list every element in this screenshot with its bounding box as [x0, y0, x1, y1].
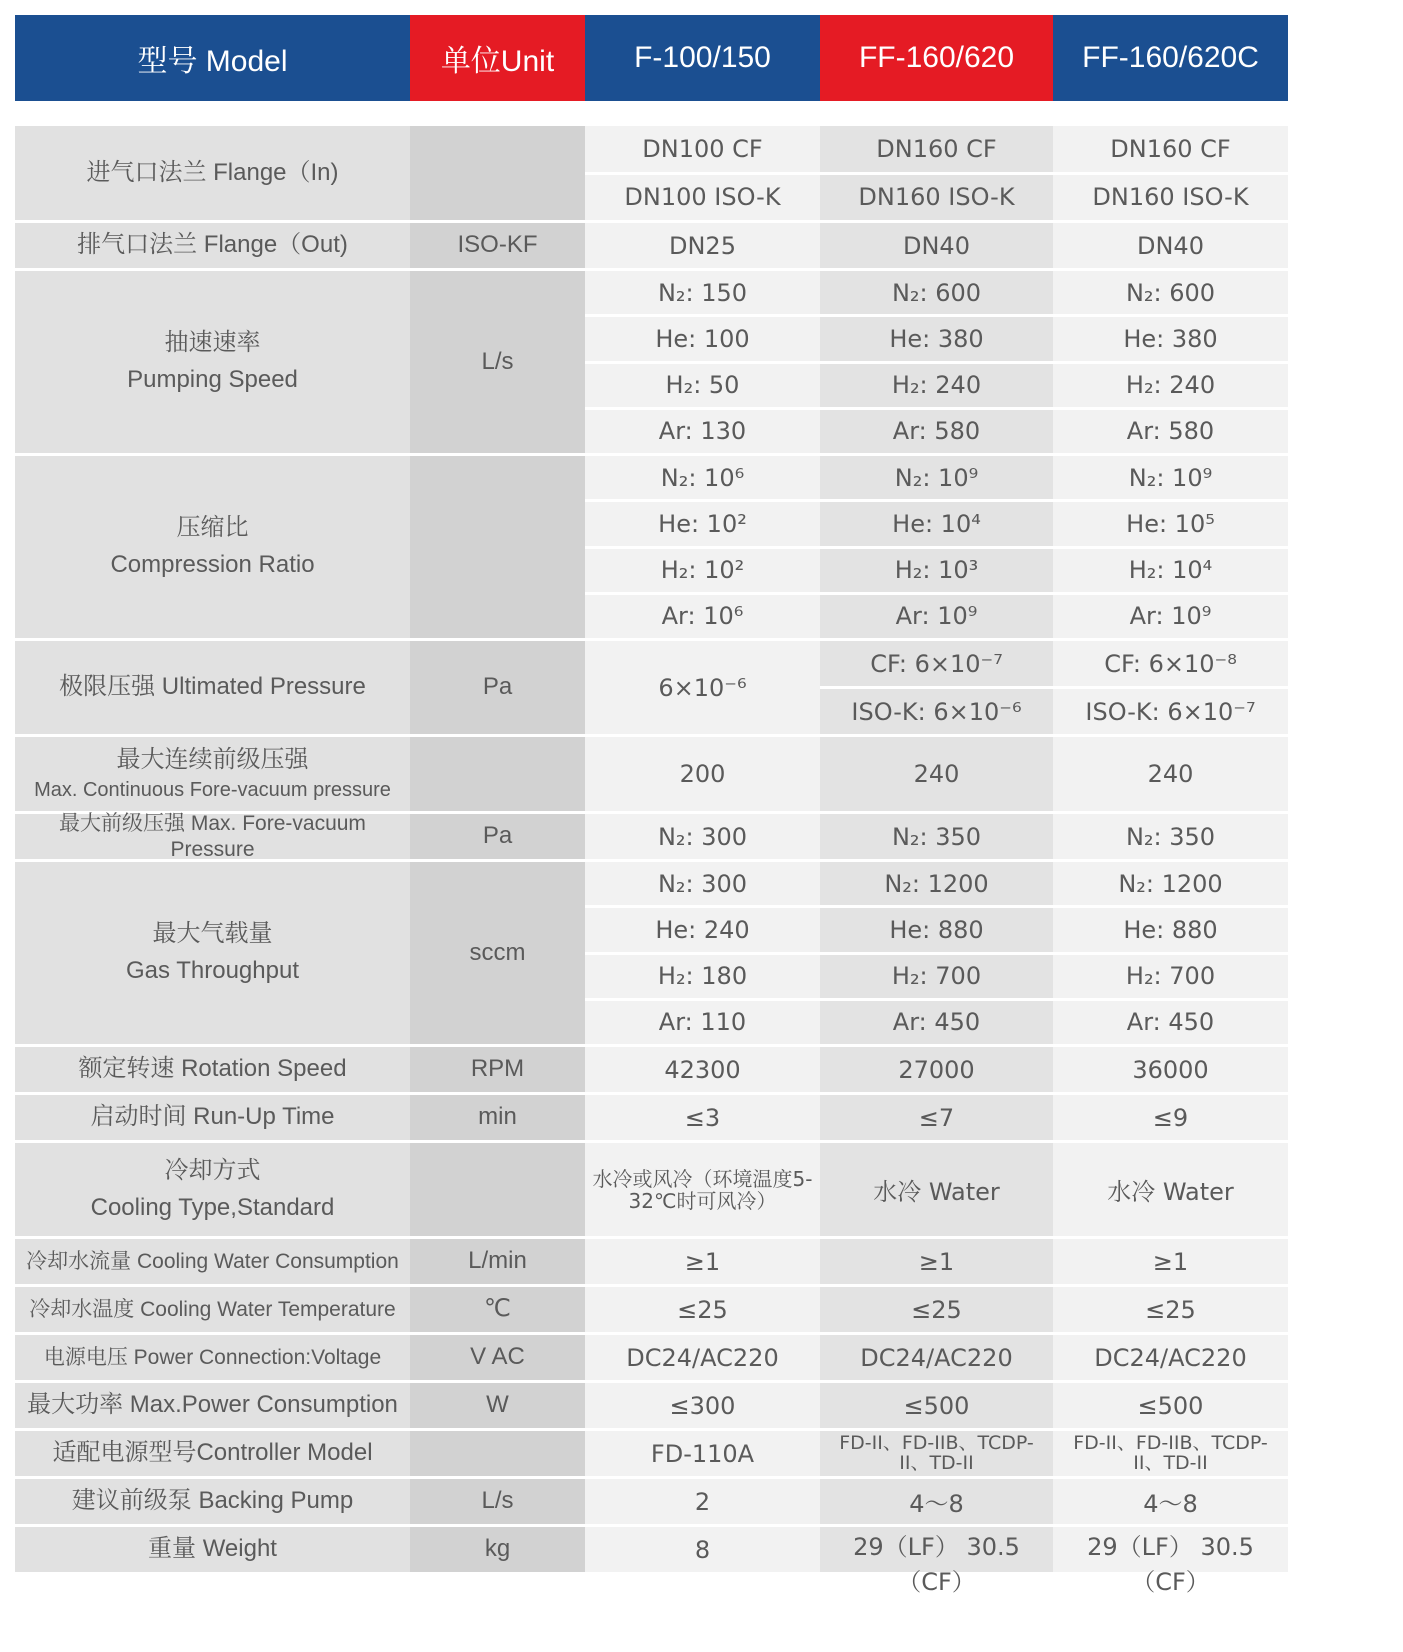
value-entry: He: 10²: [585, 499, 820, 545]
value-entry: N₂: 10⁶: [660, 463, 745, 492]
value-entry: DC24/AC220: [860, 1343, 1013, 1372]
row-label-primary: 最大前级压强 Max. Fore-vacuum Pressure: [59, 812, 366, 861]
row-unit: [410, 1431, 585, 1476]
row-label: [15, 1287, 410, 1332]
value-entry: FD-II、FD-IIB、TCDP-II、TD-II: [839, 1431, 1034, 1474]
value-entry: Ar: 580: [1053, 407, 1288, 453]
table-row: [15, 1239, 1355, 1287]
value-cell-b: [820, 1287, 1053, 1332]
table-row: [15, 862, 1355, 1047]
row-label-primary: 冷却水流量 Cooling Water Consumption: [26, 1249, 399, 1273]
row-label-primary: 压缩比: [176, 514, 249, 542]
row-label: [15, 456, 410, 638]
row-label: [15, 1431, 410, 1476]
row-label-primary: 冷却方式: [164, 1156, 261, 1184]
value-cell-a: [585, 862, 820, 1044]
value-entry: H₂: 700: [820, 952, 1053, 998]
value-entry: 2: [694, 1487, 711, 1516]
value-entry: CF: 6×10⁻⁷: [870, 649, 1003, 678]
value-cell-c: [1053, 1143, 1288, 1236]
value-entry: H₂: 10³: [820, 546, 1053, 592]
value-entry: Ar: 450: [820, 998, 1053, 1044]
value-entry: 4～8: [1143, 1490, 1198, 1518]
table-row: [15, 1143, 1355, 1239]
value-cell-a: [585, 456, 820, 638]
value-cell-c: [1053, 1239, 1288, 1284]
value-cell-b: [820, 1143, 1053, 1236]
value-entry: DN100 ISO-K: [585, 172, 820, 221]
value-cell-c: [1053, 271, 1288, 453]
row-label-primary: 启动时间 Run-Up Time: [90, 1103, 335, 1131]
value-cell-a: [585, 641, 820, 734]
value-entry: 27000: [898, 1055, 975, 1084]
value-cell-b: [820, 862, 1053, 1044]
table-row: [15, 1527, 1355, 1596]
value-cell-a: [585, 1287, 820, 1332]
value-entry: ≥1: [684, 1247, 721, 1276]
row-label: [15, 1143, 410, 1236]
value-cell-b: [820, 126, 1053, 220]
value-cell-b: [820, 814, 1053, 859]
table-row: [15, 1047, 1355, 1095]
row-label: [15, 1335, 410, 1380]
value-entry: N₂: 350: [891, 822, 982, 851]
value-cell-b: [820, 1479, 1053, 1524]
value-entry: FD-110A: [650, 1439, 755, 1468]
row-unit: ℃: [410, 1287, 585, 1332]
value-entry: 200: [679, 760, 726, 788]
value-entry: ≤25: [911, 1295, 962, 1324]
table-row: [15, 1383, 1355, 1431]
value-cell-a: [585, 1383, 820, 1428]
value-entry: 36000: [1132, 1055, 1209, 1084]
row-unit: [410, 737, 585, 811]
value-cell-a: [585, 1527, 820, 1572]
table-row: [15, 814, 1355, 862]
value-cell-a: [585, 223, 820, 268]
row-label: [15, 1479, 410, 1524]
row-label-primary: 排气口法兰 Flange（Out): [77, 231, 348, 259]
value-entry: He: 380: [1053, 314, 1288, 360]
row-label: [15, 126, 410, 220]
value-entry: N₂: 300: [657, 822, 748, 851]
value-cell-b: [820, 271, 1053, 453]
row-unit: L/s: [410, 1479, 585, 1524]
table-row: [15, 223, 1355, 271]
value-entry: H₂: 180: [585, 952, 820, 998]
value-entry: ISO-K: 6×10⁻⁷: [1053, 686, 1288, 734]
header-col2: FF-160/620: [820, 15, 1053, 101]
value-cell-c: [1053, 1287, 1288, 1332]
value-entry: He: 10⁵: [1053, 499, 1288, 545]
value-cell-a: [585, 814, 820, 859]
value-entry: H₂: 700: [1053, 952, 1288, 998]
value-entry: 29（LF） 30.5（CF）: [853, 1533, 1020, 1596]
value-cell-a: [585, 1143, 820, 1236]
row-label: [15, 641, 410, 734]
value-entry: N₂: 150: [657, 278, 748, 307]
row-unit: RPM: [410, 1047, 585, 1092]
value-entry: H₂: 10²: [585, 546, 820, 592]
row-label: [15, 1527, 410, 1572]
header-col3: FF-160/620C: [1053, 15, 1288, 101]
table-row: [15, 126, 1355, 223]
row-label-primary: 建议前级泵 Backing Pump: [71, 1487, 354, 1515]
table-row: [15, 737, 1355, 814]
table-row: [15, 1431, 1355, 1479]
value-entry: 水冷或风冷（环境温度5-32℃时可风冷）: [592, 1166, 813, 1213]
value-cell-c: [1053, 641, 1288, 734]
value-cell-c: [1053, 814, 1288, 859]
row-unit: V AC: [410, 1335, 585, 1380]
value-entry: DN160 ISO-K: [820, 172, 1053, 221]
value-entry: DN160 CF: [1110, 134, 1231, 163]
value-entry: Ar: 10⁹: [1053, 592, 1288, 638]
value-entry: 4～8: [909, 1490, 964, 1518]
header-unit: 单位Unit: [410, 15, 585, 101]
value-cell-a: [585, 1095, 820, 1140]
row-unit: [410, 1143, 585, 1236]
value-entry: 240: [1147, 760, 1194, 788]
row-label: [15, 1239, 410, 1284]
value-entry: FD-II、FD-IIB、TCDP-II、TD-II: [1073, 1431, 1268, 1474]
value-entry: Ar: 10⁹: [820, 592, 1053, 638]
row-label: [15, 1047, 410, 1092]
row-label-primary: 进气口法兰 Flange（In): [86, 158, 339, 186]
value-cell-b: [820, 1335, 1053, 1380]
row-label-primary: 重量 Weight: [148, 1535, 277, 1563]
value-cell-c: [1053, 1431, 1288, 1476]
row-label: [15, 814, 410, 859]
row-label-primary: 最大连续前级压强: [116, 745, 309, 773]
row-label-primary: 电源电压 Power Connection:Voltage: [43, 1345, 382, 1369]
value-cell-c: [1053, 1047, 1288, 1092]
value-entry: ≤25: [677, 1295, 728, 1324]
row-unit: kg: [410, 1527, 585, 1572]
value-entry: 水冷 Water: [1107, 1178, 1234, 1206]
row-label: [15, 1095, 410, 1140]
value-entry: 6×10⁻⁶: [658, 673, 747, 702]
value-entry: DN160 ISO-K: [1053, 172, 1288, 221]
value-entry: CF: 6×10⁻⁸: [1104, 649, 1237, 678]
value-entry: He: 100: [585, 314, 820, 360]
value-entry: 240: [913, 760, 960, 788]
value-cell-c: [1053, 1479, 1288, 1524]
value-entry: He: 10⁴: [820, 499, 1053, 545]
value-entry: He: 880: [820, 905, 1053, 951]
value-entry: ≤7: [918, 1103, 955, 1132]
value-cell-a: [585, 271, 820, 453]
value-cell-a: [585, 1431, 820, 1476]
value-cell-a: [585, 1479, 820, 1524]
value-cell-b: [820, 1047, 1053, 1092]
value-entry: ≤300: [669, 1391, 736, 1420]
row-label-primary: 冷却水温度 Cooling Water Temperature: [29, 1297, 396, 1321]
row-unit: Pa: [410, 814, 585, 859]
value-entry: N₂: 10⁹: [894, 463, 979, 492]
value-cell-a: [585, 1239, 820, 1284]
value-cell-b: [820, 641, 1053, 734]
value-cell-c: [1053, 1095, 1288, 1140]
value-entry: ≤25: [1145, 1295, 1196, 1324]
value-entry: N₂: 600: [891, 278, 982, 307]
value-entry: DC24/AC220: [1094, 1343, 1247, 1372]
value-entry: N₂: 1200: [1118, 869, 1223, 898]
row-label-primary: 极限压强 Ultimated Pressure: [59, 673, 366, 701]
value-entry: DN25: [669, 231, 736, 260]
row-label-primary: 适配电源型号Controller Model: [52, 1439, 373, 1467]
value-cell-c: [1053, 126, 1288, 220]
value-entry: 水冷 Water: [873, 1178, 1000, 1206]
value-entry: ISO-K: 6×10⁻⁶: [820, 686, 1053, 734]
value-entry: Ar: 130: [585, 407, 820, 453]
value-entry: H₂: 10⁴: [1053, 546, 1288, 592]
row-unit: sccm: [410, 862, 585, 1044]
table-row: [15, 641, 1355, 737]
value-cell-c: [1053, 1335, 1288, 1380]
row-unit: W: [410, 1383, 585, 1428]
table-row: [15, 1479, 1355, 1527]
table-row: [15, 1095, 1355, 1143]
row-label-secondary: Gas Throughput: [125, 957, 299, 984]
value-entry: H₂: 240: [1053, 361, 1288, 407]
value-cell-b: [820, 737, 1053, 811]
value-cell-c: [1053, 223, 1288, 268]
value-cell-b: [820, 456, 1053, 638]
value-entry: ≤9: [1152, 1103, 1189, 1132]
table-row: [15, 271, 1355, 456]
row-unit: L/s: [410, 271, 585, 453]
row-label: [15, 737, 410, 811]
row-unit: ISO-KF: [410, 223, 585, 268]
value-cell-a: [585, 1047, 820, 1092]
value-cell-b: [820, 1383, 1053, 1428]
row-label-primary: 抽速速率: [164, 329, 261, 357]
value-entry: N₂: 300: [657, 869, 748, 898]
value-entry: DN160 CF: [876, 134, 997, 163]
value-entry: N₂: 600: [1125, 278, 1216, 307]
table-header: [15, 15, 1355, 101]
value-entry: He: 240: [585, 905, 820, 951]
value-cell-c: [1053, 737, 1288, 811]
row-label-primary: 额定转速 Rotation Speed: [78, 1055, 347, 1083]
value-cell-c: [1053, 1527, 1288, 1596]
value-entry: N₂: 350: [1125, 822, 1216, 851]
row-label-primary: 最大功率 Max.Power Consumption: [27, 1391, 398, 1419]
value-entry: DN40: [1137, 231, 1204, 260]
value-entry: DC24/AC220: [626, 1343, 779, 1372]
row-label-secondary: Max. Continuous Fore-vacuum pressure: [34, 779, 391, 802]
value-entry: ≤3: [684, 1103, 721, 1132]
value-cell-b: [820, 1527, 1053, 1596]
table-row: [15, 456, 1355, 641]
value-cell-a: [585, 1335, 820, 1380]
row-label-secondary: Pumping Speed: [127, 366, 298, 393]
value-cell-a: [585, 126, 820, 220]
value-entry: Ar: 110: [585, 998, 820, 1044]
value-cell-c: [1053, 862, 1288, 1044]
value-entry: H₂: 240: [820, 361, 1053, 407]
value-entry: Ar: 580: [820, 407, 1053, 453]
value-cell-c: [1053, 1383, 1288, 1428]
value-entry: DN40: [903, 231, 970, 260]
value-entry: Ar: 450: [1053, 998, 1288, 1044]
value-entry: H₂: 50: [585, 361, 820, 407]
value-cell-b: [820, 223, 1053, 268]
value-cell-a: [585, 737, 820, 811]
row-unit: [410, 456, 585, 638]
value-entry: DN100 CF: [642, 134, 763, 163]
row-unit: Pa: [410, 641, 585, 734]
table-row: [15, 1287, 1355, 1335]
row-label: [15, 223, 410, 268]
value-entry: Ar: 10⁶: [585, 592, 820, 638]
value-cell-b: [820, 1431, 1053, 1476]
row-label-primary: 最大气载量: [152, 920, 273, 948]
value-entry: N₂: 1200: [884, 869, 989, 898]
value-entry: 29（LF） 30.5（CF）: [1087, 1533, 1254, 1596]
table-row: [15, 1335, 1355, 1383]
value-entry: He: 880: [1053, 905, 1288, 951]
value-entry: ≤500: [903, 1391, 970, 1420]
value-cell-b: [820, 1239, 1053, 1284]
row-label: [15, 271, 410, 453]
row-label-secondary: Compression Ratio: [110, 551, 315, 578]
row-label: [15, 1383, 410, 1428]
value-entry: ≥1: [918, 1247, 955, 1276]
value-entry: He: 380: [820, 314, 1053, 360]
row-label-secondary: Cooling Type,Standard: [90, 1193, 335, 1221]
header-model: 型号 Model: [15, 15, 410, 101]
row-unit: L/min: [410, 1239, 585, 1284]
row-unit: min: [410, 1095, 585, 1140]
value-entry: ≤500: [1137, 1391, 1204, 1420]
spec-table: [15, 126, 1355, 1596]
value-entry: 8: [694, 1535, 711, 1564]
value-cell-b: [820, 1095, 1053, 1140]
value-entry: ≥1: [1152, 1247, 1189, 1276]
row-unit: [410, 126, 585, 220]
value-entry: N₂: 10⁹: [1128, 463, 1213, 492]
row-label: [15, 862, 410, 1044]
value-cell-c: [1053, 456, 1288, 638]
header-col1: F-100/150: [585, 15, 820, 101]
value-entry: 42300: [664, 1055, 741, 1084]
